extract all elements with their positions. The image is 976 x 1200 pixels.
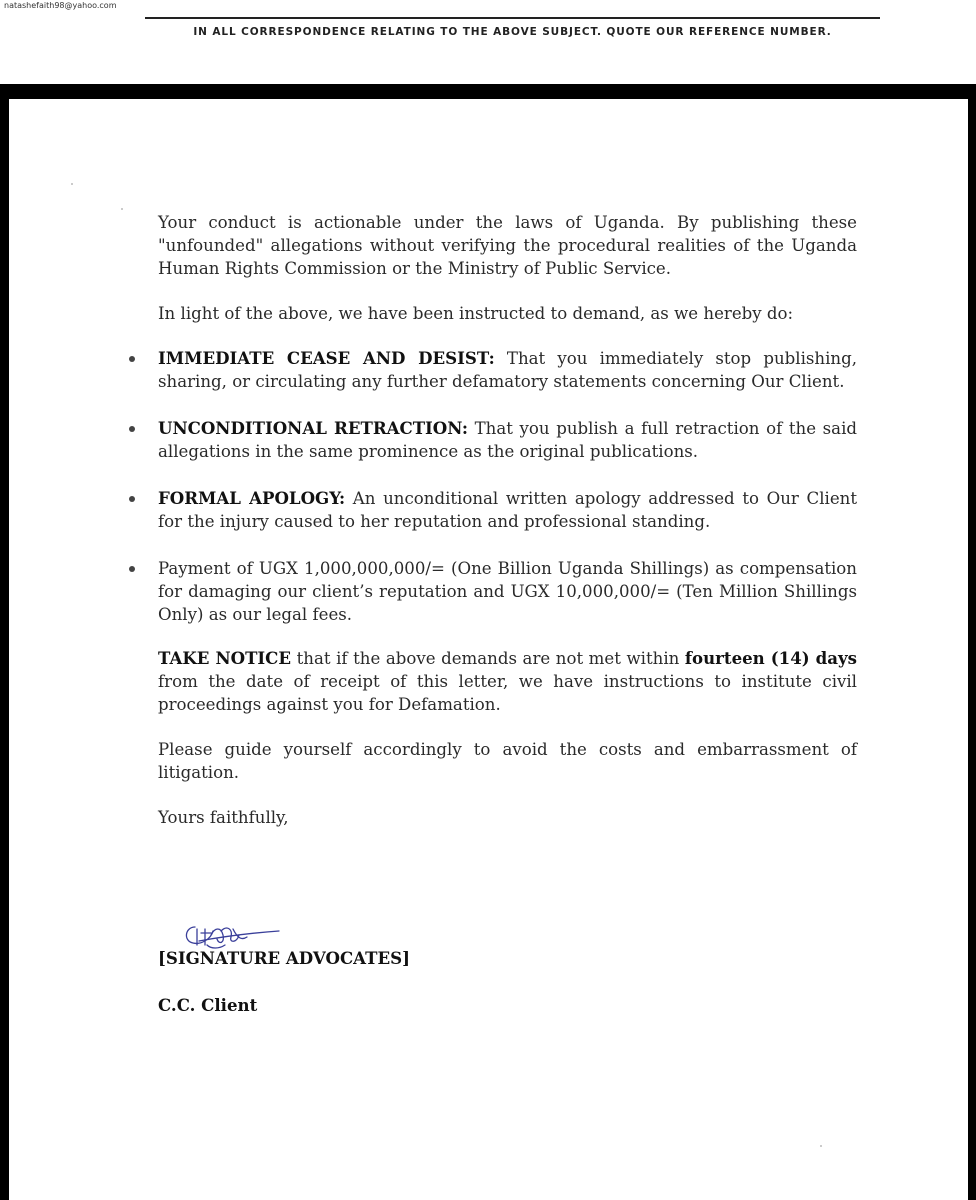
bullet-icon: [129, 496, 135, 502]
bullet-icon: [129, 566, 135, 572]
demand-text: That you immediately stop publishing, sharing, or circulating any further defamatory statements concerning Our Client.: [158, 349, 857, 391]
previous-page-footer: [0, 0, 976, 84]
scan-speck: [121, 208, 123, 210]
demand-item: [158, 487, 857, 533]
demand-heading: FORMAL APOLOGY:: [158, 488, 346, 508]
take-notice-text: that if the above demands are not met within: [291, 649, 685, 668]
demand-item: [158, 557, 857, 626]
reference-notice: IN ALL CORRESPONDENCE RELATING TO THE ABOVE SUBJECT. QUOTE OUR REFERENCE NUMBER.: [193, 26, 832, 38]
demand-item: [158, 417, 857, 463]
conduct-paragraph: Your conduct is actionable under the laws of Uganda. By publishing these "unfounded" allegations without verifying the procedural realities of the Uganda Human Rights Commission or the Ministry of Public Service.: [158, 213, 857, 278]
take-notice-lead: TAKE NOTICE: [158, 648, 292, 668]
sender-email: natashefaith98@yahoo.com: [4, 1, 117, 10]
demand-heading: UNCONDITIONAL RETRACTION:: [158, 418, 468, 438]
demand-heading: IMMEDIATE CEASE AND DESIST:: [158, 348, 495, 368]
deadline: fourteen (14) days: [684, 648, 858, 668]
bullet-icon: [129, 356, 135, 362]
footer-divider: [145, 17, 880, 19]
demand-intro-paragraph: In light of the above, we have been instructed to demand, as we hereby do:: [158, 304, 794, 323]
signatory-name: [SIGNATURE ADVOCATES]: [158, 948, 410, 968]
scan-speck: [820, 1145, 822, 1147]
closing-salutation: Yours faithfully,: [158, 808, 289, 827]
demand-item: [158, 347, 857, 393]
guidance-paragraph: Please guide yourself accordingly to avoid the costs and embarrassment of litigation.: [158, 740, 857, 782]
demand-text: That you publish a full retraction of the said allegations in the same prominence as the original publications.: [158, 419, 857, 461]
take-notice-text: from the date of receipt of this letter, we have instructions to institute civil proceedings against you for Defamation.: [158, 672, 857, 714]
take-notice-paragraph: [158, 647, 857, 716]
demand-text: Payment of UGX 1,000,000,000/= (One Billion Uganda Shillings) as compensation for damaging our client’s reputation and UGX 10,000,000/= (Ten Million Shillings Only) as our legal fees.: [158, 559, 857, 624]
bullet-icon: [129, 426, 135, 432]
carbon-copy-line: C.C. Client: [158, 995, 258, 1015]
letter-page: [9, 99, 968, 1200]
letter-body: [158, 211, 857, 829]
demand-text: An unconditional written apology addressed to Our Client for the injury caused to her reputation and professional standing.: [158, 489, 857, 531]
scan-speck: [71, 183, 73, 185]
